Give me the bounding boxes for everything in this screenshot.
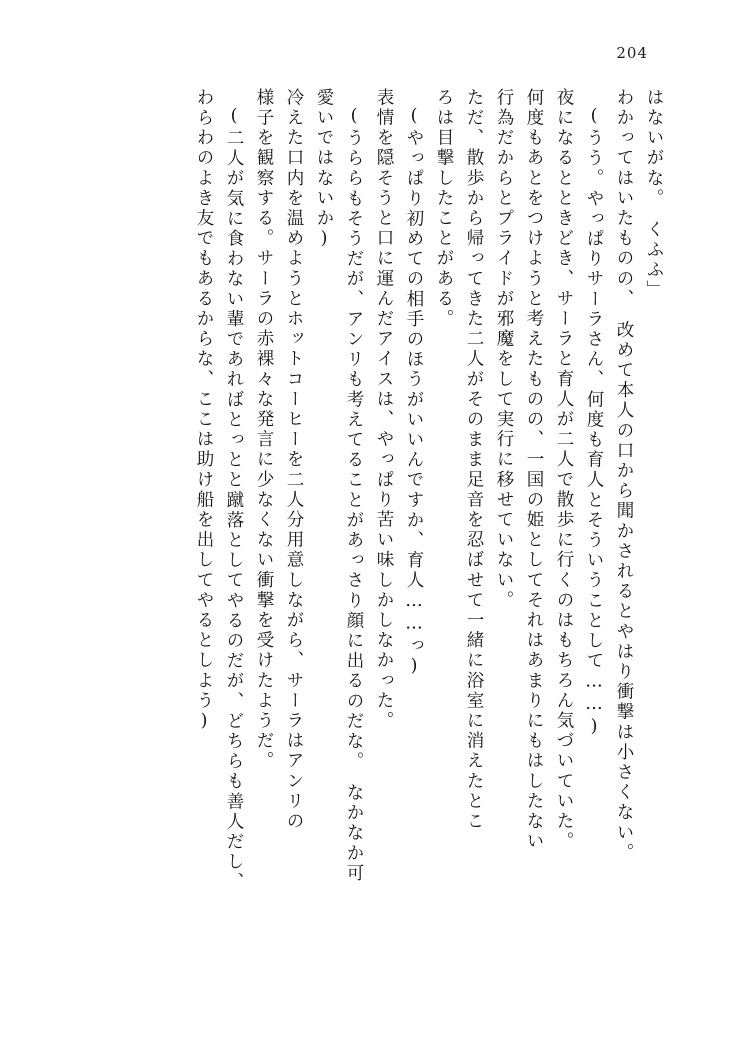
text-line: ただ、散歩から帰ってきた二人がそのまま足音を忍ばせて一緒に浴室に消えたとこ bbox=[464, 88, 484, 832]
text-line: 様子を観察する。サーラの赤裸々な発言に少なくない衝撃を受けたようだ。 bbox=[254, 88, 274, 772]
text-line: 行為だからとプライドが邪魔をして実行に移せていない。 bbox=[494, 88, 514, 611]
text-line: 冷えた口内を温めようとホットコーヒーを二人分用意しながら、サーラはアンリの bbox=[284, 88, 304, 832]
page-body-text bbox=[70, 88, 662, 988]
text-line: 何度もあとをつけようと考えたものの、一国の姫としてそれはあまりにもはしたない bbox=[524, 88, 544, 852]
text-line: 愛いではないか) bbox=[314, 88, 334, 252]
text-line: 夜になるとときどき、サーラと育人が二人で散歩に行くのはもちろん気づいていた。 bbox=[554, 88, 574, 852]
text-line: わらわのよき友でもあるからな、ここは助け船を出してやるとしよう) bbox=[194, 88, 214, 734]
text-line: はないがな。 くふふ」 bbox=[644, 88, 664, 301]
text-line: (やっぱり初めての相手のほうがいいんですか、育人……っ) bbox=[404, 106, 424, 679]
text-line: (うう。やっぱりサーラさん、何度も育人とそういうことして……) bbox=[584, 106, 604, 740]
text-line: (うららもそうだが、アンリも考えてることがあっさり顔に出るのだな。 なかなか可 bbox=[344, 106, 364, 884]
page-number: 204 bbox=[616, 44, 648, 62]
text-line: わかってはいたものの、 改めて本人の口から聞かされるとやはり衝撃は小さくない。 bbox=[614, 88, 634, 864]
text-line: (二人が気に食わない輩であればとっとと蹴落としてやるのだが、どちらも善人だし、 bbox=[224, 106, 244, 893]
text-line: 表情を隠そうと口に運んだアイスは、やっぱり苦い味しかしなかった。 bbox=[374, 88, 394, 732]
text-line: ろは目撃したことがある。 bbox=[434, 88, 454, 330]
